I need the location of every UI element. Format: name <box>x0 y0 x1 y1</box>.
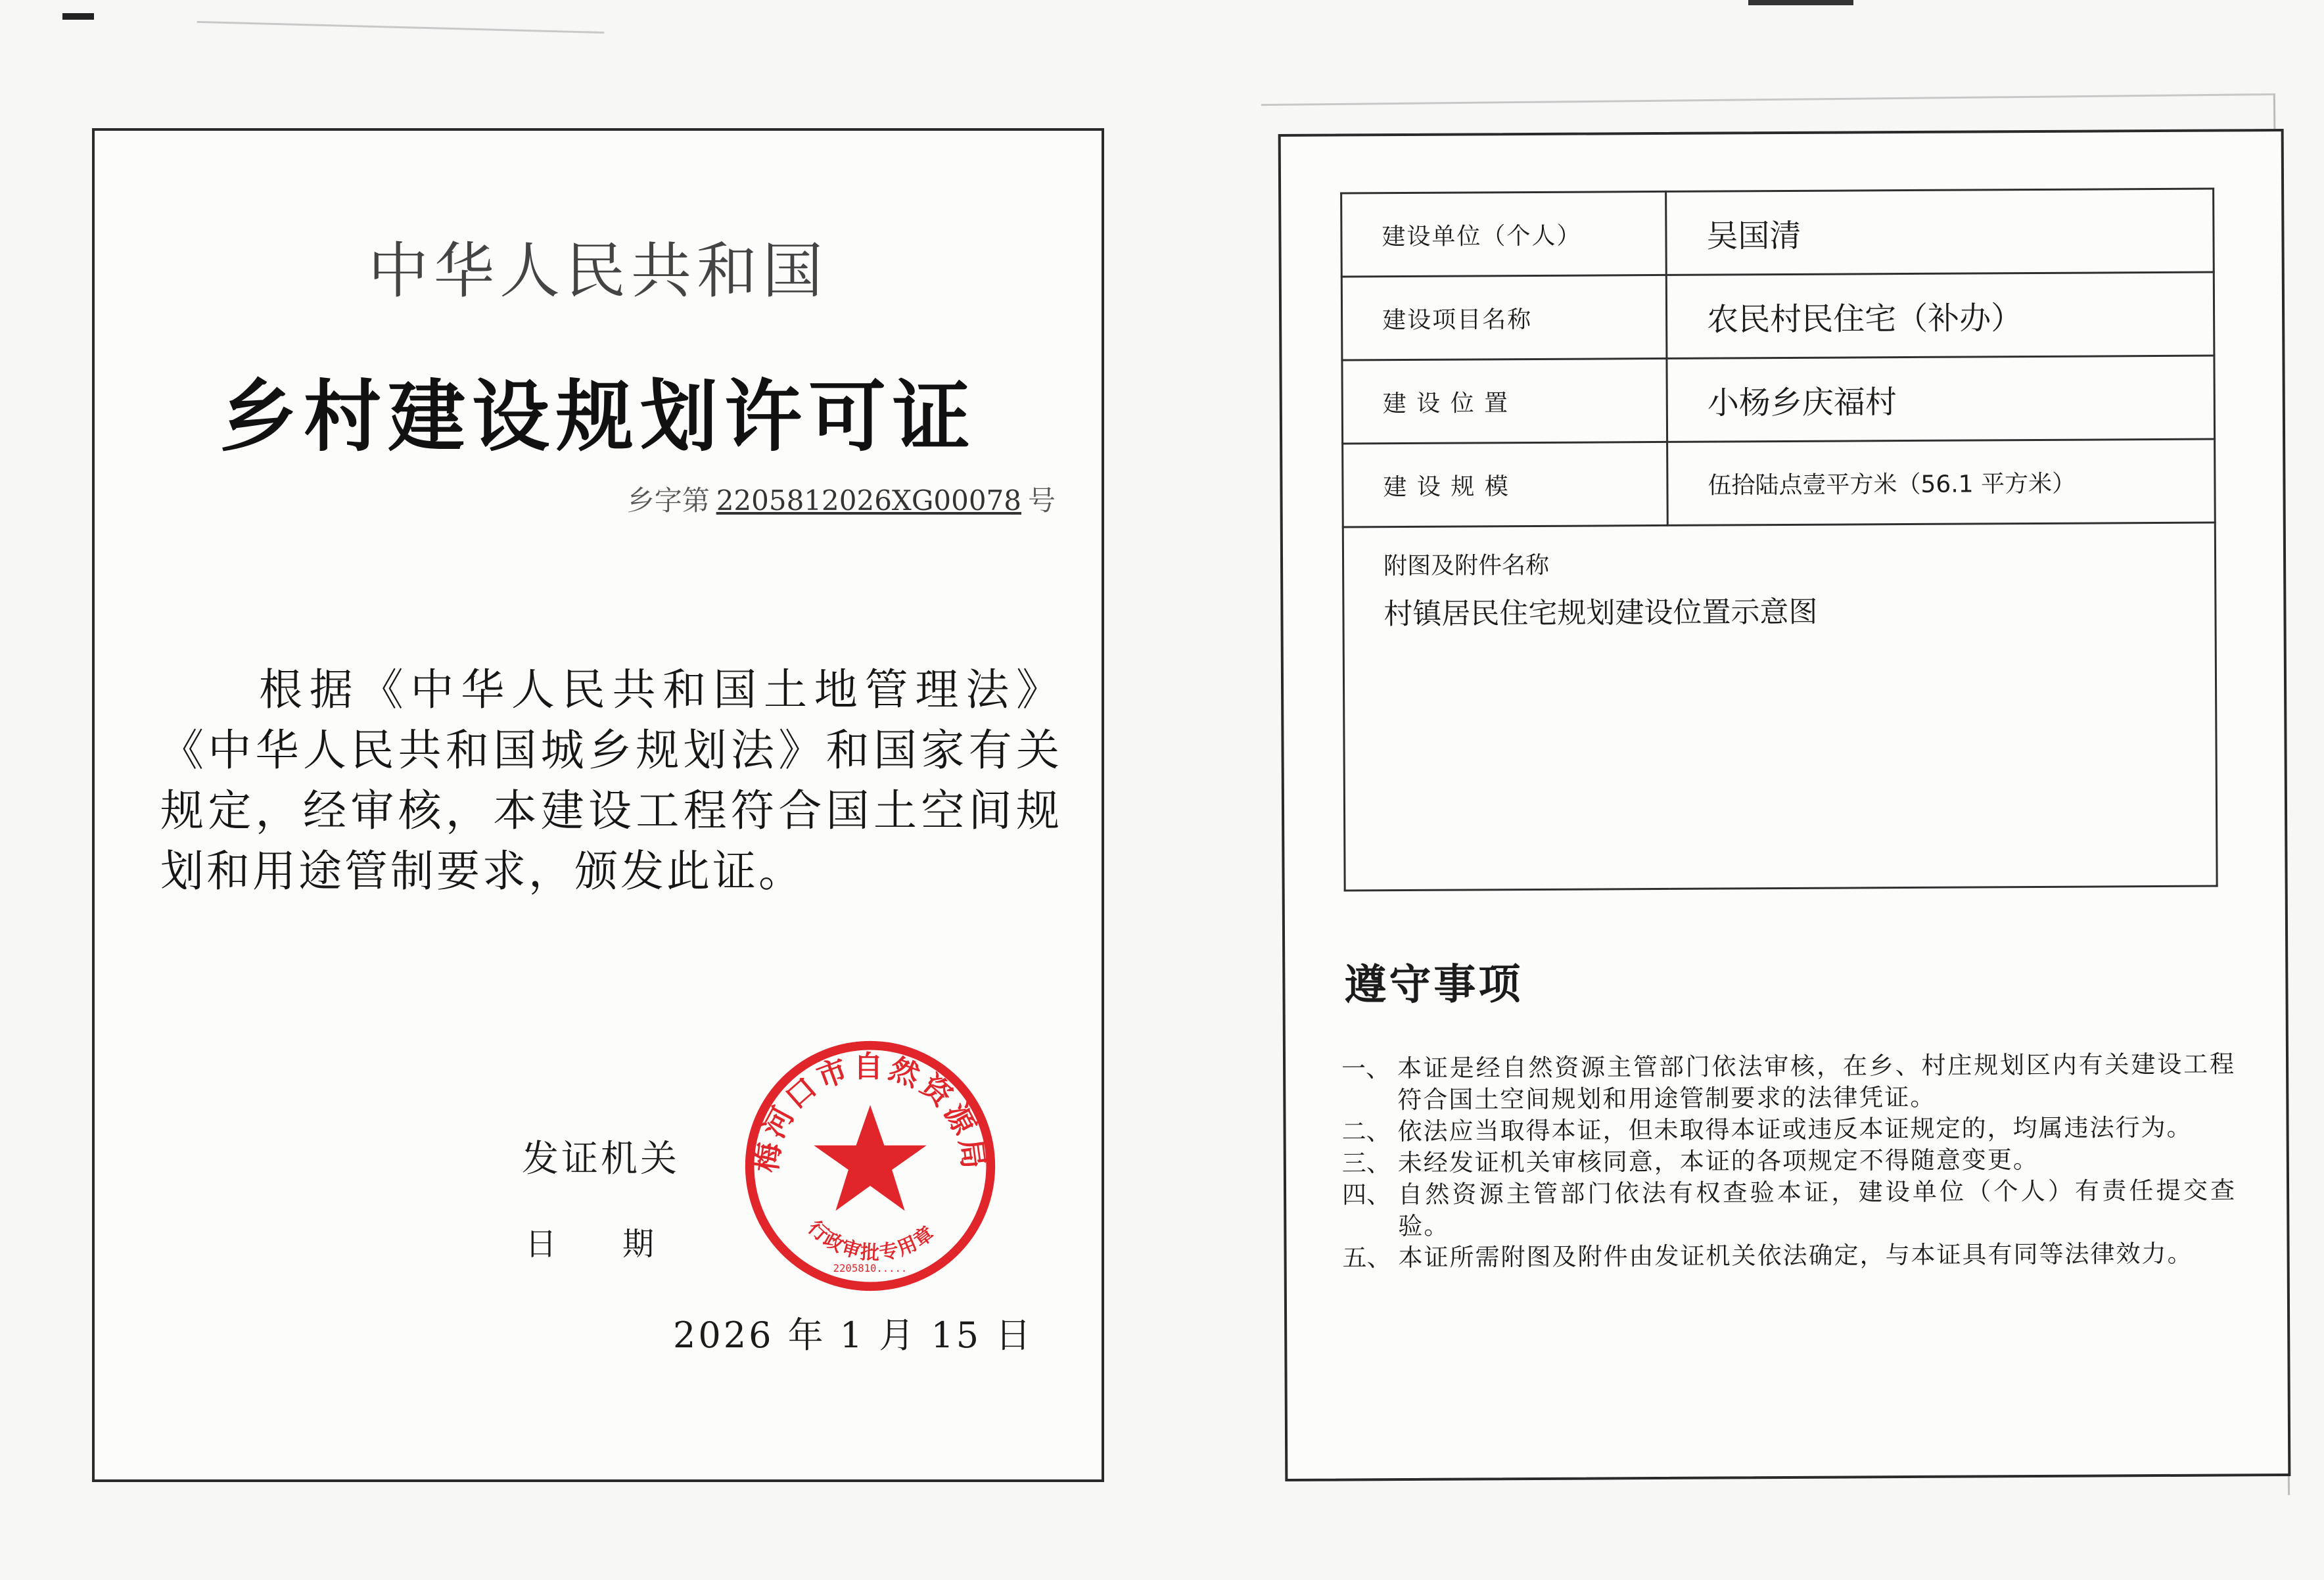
svg-text:行政审批专用章: 行政审批专用章 <box>803 1216 939 1265</box>
field-value: 吴国清 <box>1666 189 2214 275</box>
official-seal-icon <box>742 1038 998 1294</box>
certificate-cover-page <box>92 128 1104 1482</box>
rule-index: 五、 <box>1342 1243 1391 1272</box>
list-item <box>1342 1174 2236 1242</box>
permit-suffix: 号 <box>1027 484 1056 517</box>
issue-date: 2026 年 1 月 15 日 <box>673 1314 1034 1356</box>
permit-number-line <box>627 479 1056 519</box>
table-row <box>1342 356 2215 444</box>
permit-prefix: 乡字第 <box>626 484 710 517</box>
rule-index: 四、 <box>1341 1180 1391 1209</box>
certificate-detail-page <box>1278 129 2291 1481</box>
rule-text: 本证所需附图及附件由发证机关依法确定，与本证具有同等法律效力。 <box>1398 1239 2193 1272</box>
list-item <box>1342 1238 2236 1274</box>
svg-text:梅河口市自然资源局: 梅河口市自然资源局 <box>748 1048 992 1174</box>
date-label: 日期 <box>525 1226 720 1263</box>
list-item <box>1341 1048 2235 1116</box>
field-label: 建 设 规 模 <box>1343 442 1668 527</box>
rule-index: 一、 <box>1341 1054 1391 1083</box>
rule-text: 未经发证机关审核同意，本证的各项规定不得随意变更。 <box>1397 1145 2039 1178</box>
field-value: 农民村民住宅（补办） <box>1666 272 2214 358</box>
table-row <box>1343 439 2216 527</box>
rule-index: 三、 <box>1341 1149 1391 1178</box>
rules-list <box>1341 1048 2237 1274</box>
svg-text:2205810.....: 2205810..... <box>833 1262 908 1274</box>
scan-mark <box>62 13 94 20</box>
field-value: 伍拾陆点壹平方米（56.1 平方米） <box>1667 439 2216 525</box>
project-info-table <box>1340 188 2218 892</box>
table-row <box>1341 189 2214 277</box>
attachment-value: 村镇居民住宅规划建设位置示意图 <box>1383 595 1818 632</box>
field-label: 建设项目名称 <box>1341 275 1667 360</box>
certificate-title: 乡村建设规划许可证 <box>219 371 977 462</box>
rule-text: 本证是经自然资源主管部门依法审核，在乡、村庄规划区内有关建设工程符合国土空间规划和用途管制要求的法律凭证。 <box>1397 1050 2236 1115</box>
rule-text: 自然资源主管部门依法有权查验本证，建设单位（个人）有责任提交查验。 <box>1397 1176 2237 1241</box>
scan-mark <box>1748 0 1853 5</box>
list-item <box>1342 1143 2236 1179</box>
table-row <box>1343 523 2217 891</box>
list-item <box>1341 1111 2235 1148</box>
field-value: 小杨乡庆福村 <box>1667 356 2215 442</box>
attachment-label: 附图及附件名称 <box>1383 551 1550 580</box>
country-name: 中华人民共和国 <box>367 236 828 306</box>
field-label: 建设单位（个人） <box>1341 191 1667 277</box>
permit-number: 2205812026XG00078 <box>716 484 1021 517</box>
attachment-cell <box>1343 523 2217 891</box>
field-label: 建 设 位 置 <box>1342 358 1667 444</box>
table-row <box>1341 272 2214 360</box>
rules-title: 遵守事项 <box>1344 960 1523 1010</box>
rule-text: 依法应当取得本证，但未取得本证或违反本证规定的，均属违法行为。 <box>1397 1113 2193 1146</box>
certificate-body-text: 根据《中华人民共和国土地管理法》《中华人民共和国城乡规划法》和国家有关规定，经审核，本建设工程符合国土空间规划和用途管制要求，颁发此证。 <box>160 664 1062 896</box>
rule-index: 二、 <box>1341 1117 1391 1146</box>
issuer-label: 发证机关 <box>522 1138 680 1180</box>
scan-edge <box>197 0 605 34</box>
